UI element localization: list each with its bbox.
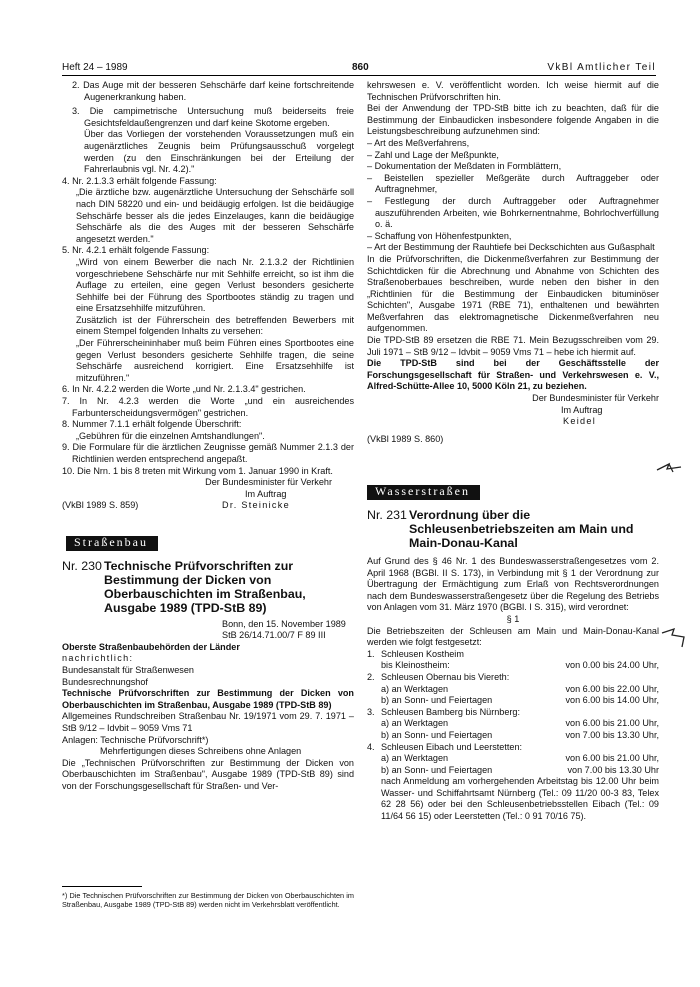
table-row: b) an Sonn- und Feiertagen von 6.00 bis 14.00 Uhr, [381, 695, 659, 706]
item-8-text: „Gebühren für die einzelnen Amtshandlungen". [76, 430, 265, 441]
correction-mark-icon [655, 458, 685, 480]
section-band-strassenbau: Straßenbau [62, 536, 354, 551]
item-3: 3. Die campimetrische Untersuchung muß beiderseits freie Gesichtsfeldaußengrenzen und darf keine Skotome ergeben. [72, 106, 354, 128]
section-band-wasserstrassen: Wasserstraßen [367, 485, 659, 500]
rt-signature-name: Keidel [563, 416, 597, 427]
signature-auftrag: Im Auftrag [245, 488, 287, 499]
item-7: 7. In Nr. 4.2.3 werden die Worte „und ein ausreichendes Farbunterscheidungsvermögen" gestrichen. [62, 396, 354, 418]
announcement-231-heading [367, 508, 659, 550]
letter-anlagen: Anlagen: Technische Prüfvorschrift*) [62, 734, 209, 745]
item-5-text-3: „Der Führerscheininhaber muß beim Führen eines Sportbootes eine gegen Verlust besonders gesicherte Sehhilfe tragen, die seine Sehschärfe ausreichend korrigiert. Eine Ersatzsehhilfe ist mitzuführen." [76, 338, 354, 383]
table-row: 1. Schleusen Kostheim [367, 648, 464, 659]
item-2: 2. Das Auge mit der besseren Sehschärfe darf keine fortschreitende Augenerkrankung haben. [72, 80, 355, 102]
schedule-tail: nach Anmeldung am vorhergehenden Arbeitstag bis 12.00 Uhr beim Wasser- und Schiffahrtsamt Nürnberg (Tel.: 09 11/20 00-3 83, Telex 62 28 56) oder bei den Schleusenbetriebsstellen Eibach (Tel.: 09 11/64 56 15) oder Leerstetten (Tel.: 0 91 70/16 75). [381, 776, 659, 822]
rt-paragraph-3: In die Prüfvorschriften, die Dickenmeßverfahren zur Bestimmung der Schichtdicken für die Abrechnung und Abnahme von Schichten des Straßenoberbaues beschreiben, wurde neben den bisher in den „Richtlinien für die Bestimmung der Einbaudicken bituminöser Schichten", Ausgabe 1971 (RBE 71), enthaltenen und bewährten Meßverfahren das elektromagnetische Dickenmeßverfahren neu aufgenommen. [367, 253, 659, 334]
rt-citation-ref: (VkBl 1989 S. 860) [367, 433, 444, 444]
item-10: 10. Die Nrn. 1 bis 8 treten mit Wirkung vom 1. Januar 1990 in Kraft. [62, 465, 333, 476]
item-8-head: 8. Nummer 7.1.1 erhält folgende Überschrift: [62, 419, 242, 430]
signature-org: Der Bundesminister für Verkehr [205, 477, 332, 488]
item-6: 6. In Nr. 4.2.2 werden die Worte „und Nr. 2.1.3.4" gestrichen. [62, 384, 306, 395]
rt-dash-item: – Beistellen spezieller Meßgeräte durch Auftraggeber oder Auftragnehmer, [367, 172, 659, 195]
rt-dash-item: – Art der Bestimmung der Rauhtiefe bei Deckschichten aus Gußasphalt [367, 242, 655, 253]
ordinance-text: Die Betriebszeiten der Schleusen am Main und Main-Donau-Kanal werden wie folgt festgesetzt: [367, 625, 659, 648]
item-4-head: 4. Nr. 2.1.3.3 erhält folgende Fassung: [62, 175, 217, 186]
letter-body: Die „Technischen Prüfvorschriften zur Bestimmung der Dicken von Oberbauschichten im Straßenbau", Ausgabe 1989 (TPD-StB 89) sind von der Forschungsgesellschaft für Straßen- und Ver- [62, 757, 354, 791]
rt-dash-item: – Zahl und Lage der Meßpunkte, [367, 149, 499, 160]
cc-bast: Bundesanstalt für Straßenwesen [62, 664, 194, 675]
issue-label: Heft 24 – 1989 [62, 62, 128, 73]
rt-paragraph-4: Die TPD-StB 89 ersetzen die RBE 71. Mein Bezugsschreiben vom 29. Juli 1971 – StB 9/12 – Idvbit – 9059 Vms 71 – hebe ich hiermit auf. [367, 335, 659, 357]
table-row: a) an Werktagen von 6.00 bis 22.00 Uhr, [381, 683, 659, 694]
item-9: 9. Die Formulare für die ärztlichen Zeugnisse gemäß Nummer 2.1.3 der Richtlinien werden entsprechend angepaßt. [62, 442, 354, 464]
voraussetzungen-paragraph: Über das Vorliegen der vorstehenden Voraussetzungen muß ein augenärztliches Zeugnis beim Prüfungsausschuß vorgelegt werden (zu den Einschränkungen bei der Erteilung der Fahrerlaubnis vgl. Nr. 4.2)." [84, 129, 354, 175]
item-5-text-2: Zusätzlich ist der Führerschein des betreffenden Bewerbers mit einem Stempel folgenden Inhalts zu versehen: [76, 314, 354, 337]
footnote: *) Die Technischen Prüfvorschriften zur Bestimmung der Dicken von Oberbauschichten im Straßenbau, Ausgabe 1989 (TPD-StB 89) werden nicht im Verkehrsblatt veröffentlicht. [62, 886, 354, 909]
table-row: 2. Schleusen Obernau bis Viereth: [367, 671, 510, 682]
letter-subject: Technische Prüfvorschriften zur Bestimmung der Dicken von Oberbauschichten im Straßenbau, Ausgabe 1989 (TPD-StB 89) [62, 688, 354, 710]
cc-brh: Bundesrechnungshof [62, 676, 148, 687]
page-header [62, 62, 656, 74]
announcement-230-heading [62, 559, 354, 615]
table-row: bis Kleinostheim: von 0.00 bis 24.00 Uhr, [381, 660, 659, 671]
rt-signature-auftrag: Im Auftrag [561, 404, 603, 415]
rt-dash-item: – Festlegung der durch Auftraggeber oder Auftragnehmer auszuführenden Arbeiten, wie Bohrkernentnahme, Bohrlochverfüllung o. ä. [367, 195, 659, 230]
journal-section: VkBl Amtlicher Teil [547, 62, 656, 73]
announcement-title: Technische Prüfvorschriften zur Bestimmung der Dicken von Oberbauschichten im Straßenbau, Ausgabe 1989 (TPD-StB 89) [104, 558, 306, 615]
table-row: 4. Schleusen Eibach und Leerstetten: [367, 741, 523, 752]
rt-paragraph-1: kehrswesen e. V. veröffentlicht worden. Ich weise hiermit auf die Technischen Prüfvorschriften hin. [367, 80, 659, 102]
signature-name: Dr. Steinicke [222, 500, 290, 511]
table-row: a) an Werktagen von 6.00 bis 21.00 Uhr, [381, 753, 659, 764]
cc-label: nachrichtlich: [62, 653, 134, 664]
correction-mark-icon [660, 625, 690, 655]
schedule-table [367, 649, 659, 777]
table-row: a) an Werktagen von 6.00 bis 21.00 Uhr, [381, 718, 659, 729]
item-5-head: 5. Nr. 4.2.1 erhält folgende Fassung: [62, 245, 210, 256]
letter-reference: StB 26/14.71.00/7 F 89 III [222, 630, 326, 641]
announcement-number: Nr. 230 [62, 558, 102, 573]
recipient: Oberste Straßenbaubehörden der Länder [62, 641, 240, 652]
rt-signature-org: Der Bundesminister für Verkehr [532, 393, 659, 404]
letter-anlagen-2: Mehrfertigungen dieses Schreibens ohne Anlagen [100, 746, 302, 757]
letter-date: Bonn, den 15. November 1989 [222, 618, 346, 629]
left-column [62, 80, 354, 792]
item-4-text: „Die ärztliche bzw. augenärztliche Untersuchung der Sehschärfe soll nach DIN 58220 und ein- und beidäugig erfolgen. Ist die beidäugige Sehschärfe besser als die jedes Einzelauges, kann die beidäugige Sehschärfe als die des Auges mit der besseren Sehschärfe angesetzt werden." [76, 187, 354, 244]
rt-paragraph-5: Die TPD-StB sind bei der Geschäftsstelle der Forschungsgesellschaft für Straßen- und Verkehrswesen e. V., Alfred-Schütte-Allee 10, 5000 Köln 21, zu beziehen. [367, 358, 659, 392]
table-row: 3. Schleusen Bamberg bis Nürnberg: [367, 706, 521, 717]
letter-bezug: Allgemeines Rundschreiben Straßenbau Nr. 19/1971 vom 29. 7. 1971 – StB 9/12 – Idvbit – 9059 Vms 71 [62, 711, 354, 733]
table-row: b) an Sonn- und Feiertagen von 7.00 bis 13.30 Uhr, [381, 729, 659, 740]
announcement-number: Nr. 231 [367, 508, 407, 522]
rt-dash-item: – Art des Meßverfahrens, [367, 137, 470, 148]
paragraph-sign: § 1 [506, 613, 520, 624]
header-rule [62, 75, 656, 76]
ordinance-intro: Auf Grund des § 46 Nr. 1 des Bundeswasserstraßengesetzes vom 2. April 1968 (BGBl. II S. 173), in Verbindung mit § 1 der Verordnung zur Übertragung der Ermächtigung zum Erlaß von Rechtsverordnungen nach dem Bundeswasserstraßengesetz über die Regelung des Betriebs von Anlagen vom 31. März 1970 (BGBl. I S. 315), wird verordnet: [367, 556, 659, 613]
citation-ref: (VkBl 1989 S. 859) [62, 500, 139, 511]
announcement-title: Verordnung über die Schleusenbetriebszeiten am Main und Main-Donau-Kanal [409, 508, 634, 550]
rt-dash-item: – Dokumentation der Meßdaten in Formblättern, [367, 161, 562, 172]
rt-dash-item: – Schaffung von Höhenfestpunkten, [367, 230, 512, 241]
rt-paragraph-2: Bei der Anwendung der TPD-StB bitte ich zu beachten, daß für die Bestimmung der Einbaudicken insbesondere folgende Angaben in die Leistungsbeschreibung aufzunehmen sind: [367, 103, 659, 137]
right-column [367, 80, 659, 823]
page-number: 860 [352, 62, 369, 73]
item-5-text-1: „Wird von einem Bewerber die nach Nr. 2.1.3.2 der Richtlinien vorgeschriebene Sehschärfe nur mit Sehhilfe erreicht, so ist ihm die Auflage zu erteilen, eine gegen Verlust besonders gesicherte Sehhilfe bei der Führung des Sportbootes ständig zu tragen und eine Ersatzsehhilfe mitzuführen. [76, 256, 354, 314]
table-row: b) an Sonn- und Feiertagen von 7.00 bis 13.30 Uhr [381, 764, 659, 775]
